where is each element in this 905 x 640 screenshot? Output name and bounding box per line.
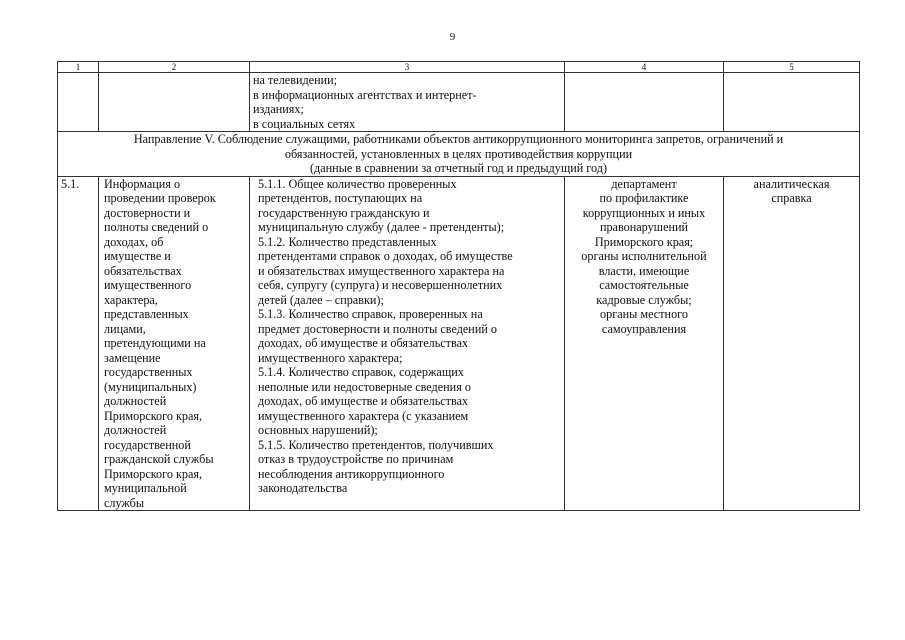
title-line: муниципальной — [104, 481, 187, 495]
indicator-line: 5.1.5. Количество претендентов, получивших — [258, 437, 494, 452]
responsible-line: органы исполнительной — [581, 249, 707, 263]
row-number: 5.1. — [58, 176, 99, 511]
indicator-5-1-2 — [258, 235, 561, 308]
title-line: претендующими на — [104, 336, 206, 350]
responsible-line: Приморского края; — [594, 234, 694, 249]
indicator-line: себя, супругу (супруга) и несовершеннолетних — [258, 278, 503, 292]
title-line: службы — [104, 495, 145, 510]
page-number: 9 — [449, 31, 456, 43]
column-numbers-row — [58, 62, 860, 73]
indicator-line: 5.1.4. Количество справок, содержащих — [258, 365, 464, 379]
section-line: Направление V. Соблюдение служащими, работниками объектов антикоррупционного мониторинга запретов, ограничений и — [133, 132, 784, 146]
indicators-cell — [250, 176, 565, 511]
responsible-line: самоуправления — [601, 321, 687, 336]
empty-cell — [58, 73, 99, 132]
indicator-5-1-5 — [258, 438, 561, 496]
indicator-line: детей (далее – справки); — [258, 292, 384, 307]
empty-cell — [565, 73, 724, 132]
indicator-line: претендентов, поступающих на — [258, 191, 423, 205]
report-table — [57, 61, 860, 511]
indicator-line: отказ в трудоустройстве по причинам — [258, 452, 454, 466]
title-line: имущественного — [104, 278, 192, 292]
responsible-line: кадровые службы; — [596, 292, 692, 307]
title-line: имуществе и — [104, 249, 171, 263]
responsible-line: коррупционных и иных — [582, 205, 706, 220]
indicator-line: доходах, об имуществе и обязательствах — [258, 394, 469, 408]
indicator-5-1-1 — [258, 177, 561, 235]
table-row — [58, 176, 860, 511]
indicator-line: имущественного характера (с указанием — [258, 408, 469, 423]
continuation-line: изданиях; — [253, 102, 304, 116]
section-line: обязанностей, установленных в целях противодействия коррупции — [284, 146, 633, 161]
indicator-5-1-3 — [258, 307, 561, 365]
title-line: лицами, — [104, 321, 146, 336]
indicator-line: имущественного характера; — [258, 350, 403, 365]
title-line: доходах, об — [104, 234, 164, 249]
column-number: 3 — [250, 62, 565, 73]
report-form-line: справка — [771, 191, 812, 205]
indicator-line: государственную гражданскую и — [258, 205, 430, 220]
title-line: (муниципальных) — [104, 379, 197, 394]
responsible-line: департамент — [611, 176, 677, 191]
title-line: представленных — [104, 307, 189, 321]
title-line: Приморского края, — [104, 408, 203, 423]
indicator-line: 5.1.2. Количество представленных — [258, 234, 437, 249]
responsible-line: самостоятельные — [599, 278, 689, 292]
title-line: гражданской службы — [104, 452, 214, 466]
indicator-line: претендентами справок о доходах, об имуществе — [258, 249, 513, 263]
title-line: Приморского края, — [104, 466, 203, 481]
indicator-5-1-4 — [258, 365, 561, 438]
indicator-line: законодательства — [258, 481, 348, 495]
row-title — [99, 176, 250, 511]
title-line: замещение — [104, 350, 161, 365]
column-number: 5 — [724, 62, 860, 73]
section-line: (данные в сравнении за отчетный год и предыдущий год) — [309, 161, 608, 175]
continuation-row — [58, 73, 860, 132]
empty-cell — [99, 73, 250, 132]
title-line: государственных — [104, 365, 193, 379]
report-form-cell — [724, 176, 860, 511]
column-number: 4 — [565, 62, 724, 73]
column-number: 1 — [58, 62, 99, 73]
responsible-cell — [565, 176, 724, 511]
responsible-line: по профилактике — [599, 191, 689, 205]
indicator-line: муниципальную службу (далее - претенденты); — [258, 220, 505, 234]
empty-cell — [724, 73, 860, 132]
continuation-line: в социальных сетях — [253, 116, 356, 131]
title-line: обязательствах — [104, 263, 182, 278]
title-line: должностей — [104, 423, 167, 437]
indicator-line: и обязательствах имущественного характера на — [258, 263, 505, 278]
responsible-line: власти, имеющие — [598, 263, 690, 278]
indicator-line: 5.1.1. Общее количество проверенных — [258, 176, 457, 191]
title-line: полноты сведений о — [104, 220, 209, 234]
title-line: должностей — [104, 394, 167, 408]
indicator-line: несоблюдения антикоррупционного — [258, 466, 445, 481]
indicator-line: 5.1.3. Количество справок, проверенных на — [258, 307, 483, 321]
responsible-line: органы местного — [600, 307, 688, 321]
indicator-line: доходах, об имуществе и обязательствах — [258, 336, 469, 350]
continuation-cell — [250, 73, 565, 132]
report-form-line: аналитическая — [753, 176, 830, 191]
title-line: характера, — [104, 292, 158, 307]
title-line: проведении проверок — [104, 191, 216, 205]
column-number: 2 — [99, 62, 250, 73]
continuation-line: в информационных агентствах и интернет- — [253, 87, 477, 102]
indicator-line: предмет достоверности и полноты сведений о — [258, 321, 498, 336]
title-line: достоверности и — [104, 205, 191, 220]
responsible-line: правонарушений — [599, 220, 689, 234]
indicator-line: неполные или недостоверные сведения о — [258, 379, 471, 394]
section-heading — [58, 132, 860, 177]
indicator-line: основных нарушений); — [258, 423, 378, 437]
continuation-line: на телевидении; — [253, 73, 338, 87]
title-line: Информация о — [104, 176, 181, 191]
title-line: государственной — [104, 437, 191, 452]
section-row — [58, 132, 860, 177]
